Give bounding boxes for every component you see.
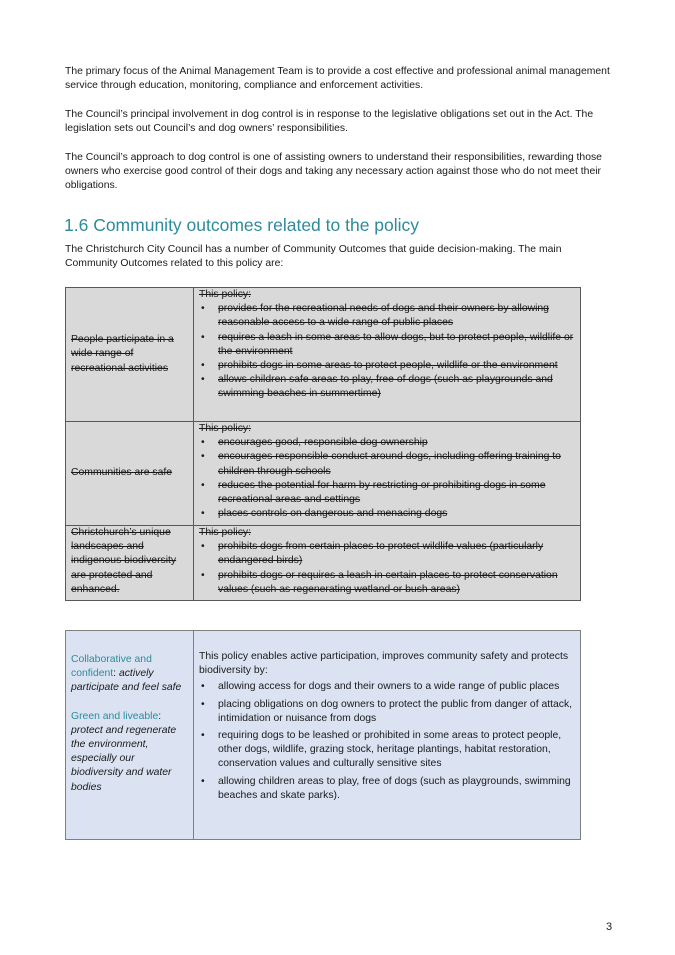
- policy-cell: [194, 526, 581, 601]
- outcome-separator: :: [113, 668, 119, 680]
- list-item: • provides for the recreational needs of dogs and their owners by allowing reasonable access to a wide range of public places: [199, 302, 575, 330]
- table-row: [66, 526, 581, 601]
- policy-cell: [194, 631, 581, 840]
- outcome-separator: :: [158, 710, 162, 722]
- policy-lead: This policy:: [199, 289, 251, 300]
- list-item: • places controls on dangerous and menacing dogs: [199, 507, 575, 521]
- table-row: [66, 631, 581, 840]
- list-item: • reduces the potential for harm by restricting or prohibiting dogs in some recreational areas and settings: [199, 479, 575, 507]
- list-item: • requires a leash in some areas to allow dogs, but to protect people, wildlife or the environment: [199, 331, 575, 359]
- policy-lead: This policy:: [199, 423, 251, 434]
- policy-lead: This policy enables active participation, improves community safety and protects biodiversity by:: [199, 651, 569, 677]
- outcome-green: [71, 710, 188, 795]
- outcome-title: Green and liveable: [71, 710, 159, 722]
- outcome-cell: People participate in a wide range of recreational activities: [66, 288, 194, 422]
- list-item: • requiring dogs to be leashed or prohibited in some areas to protect people, other dogs, wildlife, grazing stock, heritage plantings, habitat restoration, conservation values and culturally sensitive sites: [199, 729, 575, 772]
- outcome-cell: [66, 631, 194, 840]
- list-item: • prohibits dogs from certain places to protect wildlife values (particularly endangered birds): [199, 540, 575, 568]
- list-item: • allows children safe areas to play, free of dogs (such as playgrounds and swimming beaches in summertime): [199, 373, 575, 401]
- page-number: 3: [606, 921, 613, 933]
- list-item: • placing obligations on dog owners to protect the public from danger of attack, intimidation or nuisance from dogs: [199, 698, 575, 726]
- section-intro: The Christchurch City Council has a number of Community Outcomes that guide decision-making. The main Community Outcomes related to this policy are:: [65, 244, 562, 270]
- list-item: • encourages responsible conduct around dogs, including offering training to children through schools: [199, 450, 575, 478]
- outcome-cell: Communities are safe: [66, 422, 194, 526]
- outcome-collaborative: [71, 653, 188, 696]
- outcome-description: actively participate and feel safe: [71, 668, 182, 694]
- list-item: • allowing children areas to play, free of dogs (such as playgrounds, swimming beaches and skate parks).: [199, 775, 575, 803]
- list-item: • allowing access for dogs and their owners to a wide range of public places: [199, 680, 575, 694]
- policy-cell: [194, 288, 581, 422]
- intro-paragraph-1: The primary focus of the Animal Management Team is to provide a cost effective and professional animal management service through education, monitoring, compliance and enforcement activities.: [65, 66, 610, 92]
- intro-paragraph-3: The Council’s approach to dog control is one of assisting owners to understand their responsibilities, rewarding those owners who exercise good control of their dogs and taking any necessary action against those who do not meet their obligations.: [65, 152, 602, 192]
- policy-list: [199, 436, 575, 521]
- table-row: [66, 422, 581, 526]
- new-outcomes-table: [65, 630, 581, 840]
- list-item: • encourages good, responsible dog ownership: [199, 436, 575, 450]
- outcome-description: protect and regenerate the environment, especially our biodiversity and water bodies: [71, 724, 177, 793]
- table-row: [66, 288, 581, 422]
- outcome-cell: Christchurch’s unique landscapes and indigenous biodiversity are protected and enhanced.: [66, 526, 194, 601]
- policy-lead: This policy:: [199, 527, 251, 538]
- policy-list: [199, 302, 575, 401]
- list-item: • prohibits dogs or requires a leash in certain places to protect conservation values (such as regenerating wetland or bush areas): [199, 569, 575, 597]
- section-heading: 1.6 Community outcomes related to the policy: [64, 215, 420, 235]
- outcome-title: Collaborative and confident: [71, 654, 152, 680]
- policy-cell: [194, 422, 581, 526]
- old-outcomes-table: [65, 287, 581, 601]
- policy-list: [199, 540, 575, 597]
- intro-paragraph-2: The Council’s principal involvement in dog control is in response to the legislative obligations set out in the Act. The legislation sets out Council’s and dog owners’ responsibilities.: [65, 109, 594, 135]
- list-item: • prohibits dogs in some areas to protect people, wildlife or the environment: [199, 359, 575, 373]
- policy-list: [199, 680, 575, 803]
